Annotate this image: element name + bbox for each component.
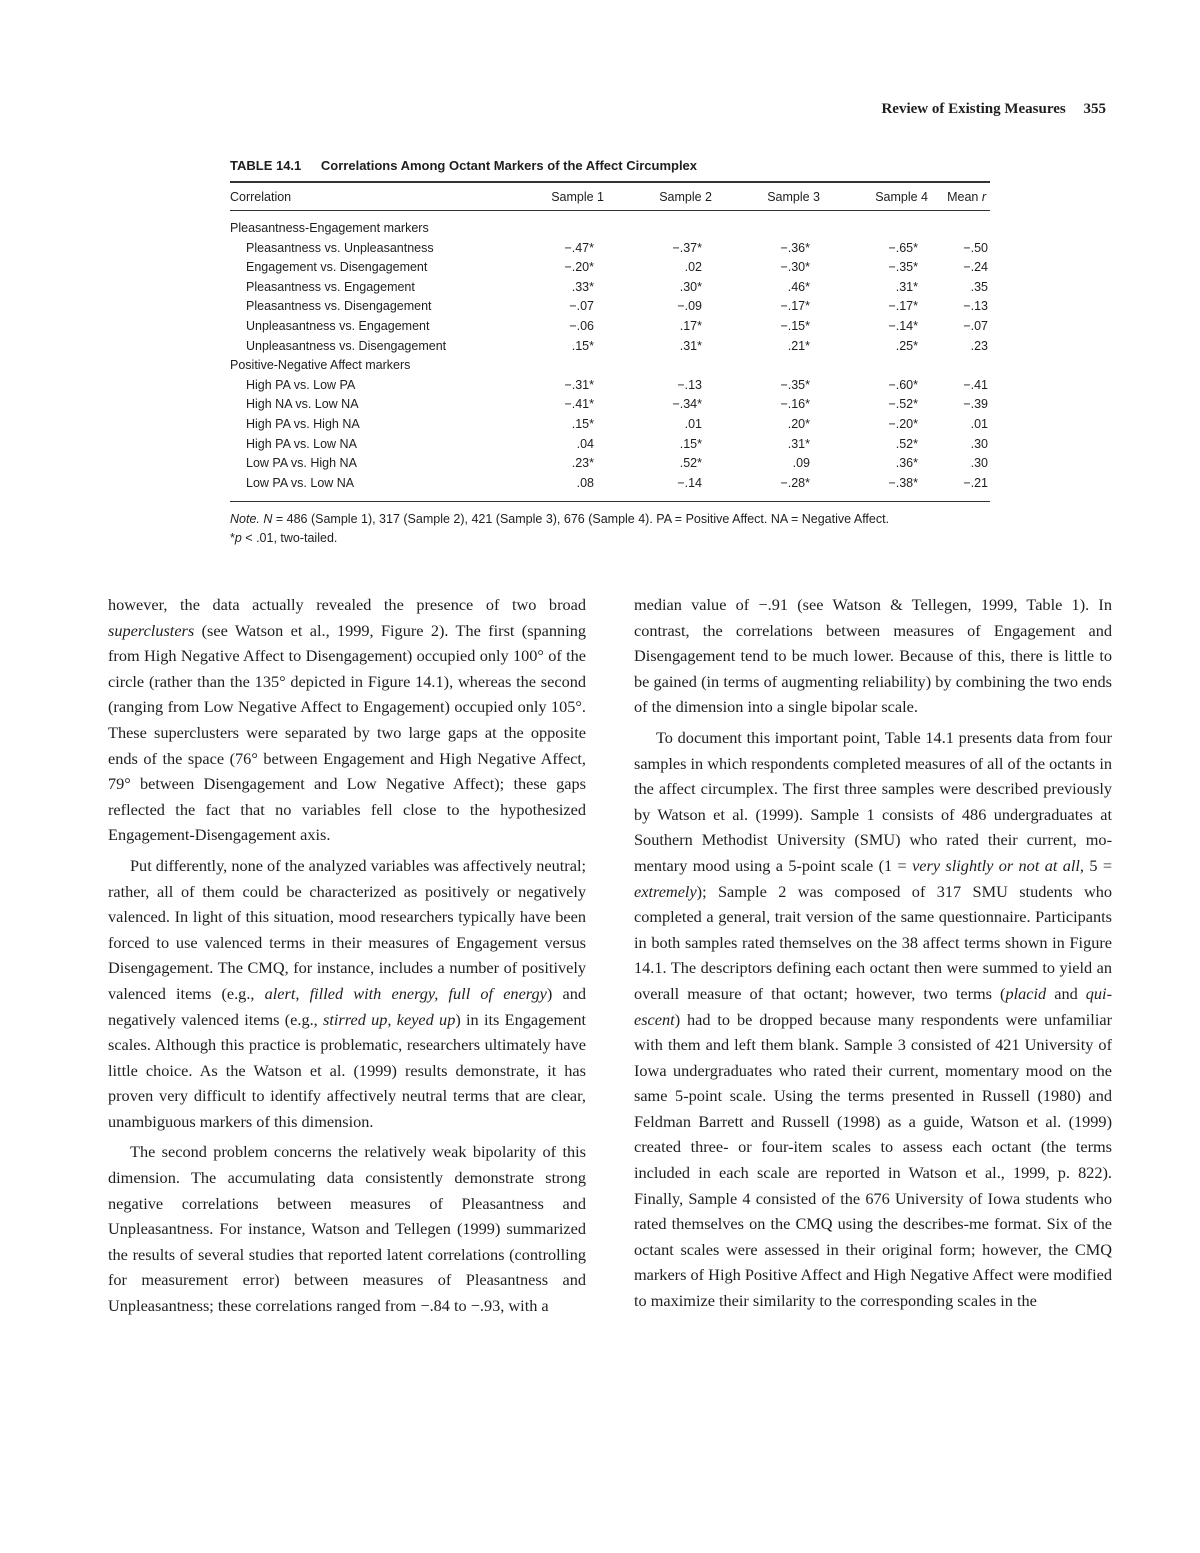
table-cell: .17*: [679, 318, 702, 333]
row-label: Pleasantness vs. Disengagement: [246, 299, 432, 314]
note-n: N: [263, 512, 273, 527]
header-sample-3: Sample 3: [767, 190, 820, 204]
table-cell: −.47*: [564, 240, 594, 255]
group-label: Positive-Negative Affect markers: [230, 358, 411, 373]
header-mean-symbol: r: [981, 190, 986, 204]
table-cell: −.20*: [888, 416, 918, 431]
row-label: Pleasantness vs. Engagement: [246, 279, 415, 294]
table-title: Correlations Among Octant Markers of the Affect Circumplex: [320, 158, 698, 173]
row-label: Pleasantness vs. Unpleasantness: [246, 240, 434, 255]
left-paragraph-1: [108, 592, 586, 848]
table-cell: −.52*: [888, 397, 918, 412]
table-cell: −.07: [569, 299, 594, 314]
text-run: however, the data actually revealed the presence of two broad: [108, 595, 586, 614]
text-run: ) in its Engagement scales. Although this practice is problematic, researchers ultimately have little choice. As the Watson et al. (1999) results demonstrate, it has proven very difficult to identify affectively neutral terms that are clear, unambiguous markers of this dimension.: [108, 1009, 586, 1131]
table-cell: −.37*: [672, 240, 702, 255]
table-cell: .15*: [571, 338, 594, 353]
text-run: ) and negatively valenced items (e.g.,: [108, 983, 587, 1029]
table-row: [230, 435, 990, 455]
table-cell: −.14*: [888, 318, 918, 333]
table-cell: .08: [500, 474, 608, 502]
text-run: (see Watson et al., 1999, Figure 2). The first (spanning from High Negative Affect to Disengagement) occupied only 100° of the circle (rather than the 135° depicted in Figure 14.1), whereas the second (ranging from Low Negative Affect to Engagement) occupied only 105°. These superclusters were separated by two large gaps at the opposite ends of the space (76° between Engagement and High Negative Affect, 79° between Disengagement and Low Negative Affect); these gaps reflected the fact that no variables fell close to the hypothesized Engagement-Disengagement axis.: [108, 620, 586, 845]
header-sample-1: Sample 1: [551, 190, 604, 204]
table-cell: −.28*: [716, 474, 824, 502]
table-cell: .31*: [895, 279, 918, 294]
row-label: High PA vs. High NA: [246, 416, 360, 431]
table-cell: .30: [970, 436, 988, 451]
note-label: Note.: [230, 512, 260, 527]
table-cell: .35: [970, 279, 988, 294]
table-cell: .30: [970, 456, 988, 471]
header-sample-4: Sample 4: [875, 190, 928, 204]
table-cell: .31*: [787, 436, 810, 451]
table-cell: .33*: [571, 279, 594, 294]
left-paragraph-3: The second problem concerns the relatively weak bipolarity of this dimension. The accumulating data consistently demonstrate strong negative correlations between measures of Pleasantness and Unpleasantness. For instance, Watson and Tellegen (1999) summarized the results of several studies that reported latent correlations (controlling for measurement error) between measures of Pleasantness and Unpleasantness; these correlations ranged from −.84 to −.93, with a: [108, 1142, 586, 1316]
table-cell: −.30*: [780, 260, 810, 275]
table-cell: .23: [970, 338, 988, 353]
table-cell: −.21: [932, 474, 990, 502]
table-cell: −.09: [677, 299, 702, 314]
text-run: ); Sample 2 was composed of 317 SMU students who completed a general, trait version of the same questionnaire. Participants in both samples rated themselves on the 38 affect terms shown in Figure 14.1. The descriptors defining each octant then were summed to yield an overall measure of that octant; however, two terms (: [634, 881, 1112, 1003]
italic-run: superclusters: [108, 620, 195, 640]
text-run: Put differently, none of the analyzed variables was affectively neutral; rather, all of them could be characterized as positively or negatively valenced. In light of this situation, mood researchers typically have been forced to use valenced terms in their measures of Engagement versus Disengagement. The CMQ, for instance, includes a number of positively valenced items (e.g.,: [108, 855, 586, 1003]
row-label: Unpleasantness vs. Disengagement: [246, 338, 447, 353]
table-cell: .01: [684, 416, 702, 431]
table-cell: −.60*: [888, 377, 918, 392]
text-run: To document this important point, Table 14.1 presents data from four samples in which respondents completed measures of all of the octants in the affect circumplex. The first three samples were described previously by Watson et al. (1999). Sample 1 consists of 486 undergraduates at Southern Methodist University (SMU) who rated their current, momentary mood using a 5-point scale (1 =: [634, 727, 1112, 875]
row-label: High PA vs. Low NA: [246, 436, 357, 451]
table-cell: −.17*: [888, 299, 918, 314]
table-cell: −.24: [963, 260, 988, 275]
table-cell: −.14: [608, 474, 716, 502]
table-cell: .20*: [787, 416, 810, 431]
table-caption: [230, 158, 990, 173]
running-head: [881, 101, 1106, 118]
table-row: [230, 258, 990, 278]
note-text: = 486 (Sample 1), 317 (Sample 2), 421 (Sample 3), 676 (Sample 4). PA = Positive Affect. NA = Negative Affect.: [272, 512, 890, 527]
header-mean-label: Mean: [947, 190, 982, 204]
table-row: [230, 474, 990, 502]
table-cell: .52*: [895, 436, 918, 451]
table-cell: −.38*: [824, 474, 932, 502]
table-cell: −.50: [963, 240, 988, 255]
table-cell: −.13: [677, 377, 702, 392]
table-cell: .25*: [895, 338, 918, 353]
table-cell: −.20*: [564, 260, 594, 275]
table-cell: .36*: [895, 456, 918, 471]
table-row: [230, 297, 990, 317]
table-number: TABLE 14.1: [230, 158, 302, 173]
italic-run: quiescent: [634, 983, 1112, 1029]
row-label: Engagement vs. Disengagement: [246, 260, 428, 275]
table-row: [230, 454, 990, 474]
table-cell: .21*: [787, 338, 810, 353]
table-body: [230, 211, 990, 502]
italic-run: very slightly or not at all: [912, 855, 1080, 875]
correlation-table: [230, 181, 990, 502]
text-run: and: [1046, 983, 1086, 1003]
note-p-text: < .01, two-tailed.: [241, 531, 338, 546]
table-row: [230, 337, 990, 357]
table-cell: .46*: [787, 279, 810, 294]
table-cell: −.36*: [780, 240, 810, 255]
right-paragraph-1: median value of −.91 (see Watson & Tellegen, 1999, Table 1). In contrast, the correlations between measures of Engagement and Disengagement tend to be much lower. Because of this, there is little to be gained (in terms of augmenting reliability) by combining the two ends of the dimension into a single bipolar scale.: [634, 595, 1112, 717]
italic-run: placid: [1005, 983, 1047, 1003]
table-cell: .52*: [679, 456, 702, 471]
table-14-1: [230, 158, 990, 548]
left-paragraph-2: [108, 853, 586, 1135]
table-group-row: [230, 356, 990, 376]
table-cell: −.31*: [564, 377, 594, 392]
header-mean-r: [932, 182, 990, 211]
table-cell: .09: [792, 456, 810, 471]
table-cell: .31*: [679, 338, 702, 353]
table-cell: .15*: [571, 416, 594, 431]
header-sample-2: Sample 2: [659, 190, 712, 204]
table-cell: .02: [684, 260, 702, 275]
italic-run: alert, filled with energy, full of energy: [264, 983, 547, 1003]
table-row: [230, 415, 990, 435]
header-correlation: Correlation: [230, 190, 292, 204]
row-label: High NA vs. Low NA: [246, 397, 359, 412]
table-cell: .23*: [571, 456, 594, 471]
row-label: Low PA vs. Low NA: [230, 474, 500, 502]
table-cell: −.16*: [780, 397, 810, 412]
text-run: ) had to be dropped because many respondents were unfamiliar with them and left them blank. Sample 3 consisted of 421 University of Iowa undergraduates who rated their current, momentary mood on the same 5-point scale. Using the terms presented in Russell (1980) and Feldman Barrett and Russell (1998) as a guide, Watson et al. (1999) created three- or four-item scales to assess each octant (the terms included in each scale are reported in Watson et al., 1999, p. 822). Finally, Sample 4 consisted of the 676 University of Iowa students who rated themselves on the CMQ using the describes-me format. Six of the octant scales were assessed in their original form; however, the CMQ markers of High Positive Affect and High Negative Affect were modified to maximize their similarity to the corresponding scales in the: [634, 1009, 1112, 1311]
text-run: , 5 =: [1079, 855, 1112, 875]
table-cell: −.07: [963, 318, 988, 333]
table-cell: −.34*: [672, 397, 702, 412]
italic-run: extremely: [634, 881, 697, 901]
right-column: [634, 592, 1112, 1314]
table-cell: −.35*: [888, 260, 918, 275]
italic-run: stirred up, keyed up: [323, 1009, 456, 1029]
table-note: [230, 510, 990, 548]
row-label: Unpleasantness vs. Engagement: [246, 318, 430, 333]
running-head-title: Review of Existing Measures: [881, 101, 1066, 117]
table-cell: −.06: [569, 318, 594, 333]
table-row: [230, 395, 990, 415]
group-label: Pleasantness-Engagement markers: [230, 221, 429, 235]
table-group-row: [230, 211, 990, 239]
left-column: [108, 592, 586, 1319]
right-paragraph-2: [634, 725, 1112, 1314]
row-label: High PA vs. Low PA: [246, 377, 356, 392]
table-row: [230, 278, 990, 298]
table-cell: .15*: [679, 436, 702, 451]
table-cell: −.41: [963, 377, 988, 392]
table-cell: .04: [576, 436, 594, 451]
page-number: 355: [1083, 101, 1106, 117]
table-cell: −.65*: [888, 240, 918, 255]
table-row: [230, 239, 990, 259]
table-header-row: [230, 182, 990, 211]
table-cell: −.41*: [564, 397, 594, 412]
table-cell: −.17*: [780, 299, 810, 314]
row-label: Low PA vs. High NA: [246, 456, 357, 471]
table-cell: −.15*: [780, 318, 810, 333]
table-cell: −.39: [963, 397, 988, 412]
table-cell: .30*: [679, 279, 702, 294]
note-p: p: [234, 531, 242, 546]
table-row: [230, 376, 990, 396]
table-cell: −.35*: [780, 377, 810, 392]
note-p-star: *: [230, 531, 235, 546]
table-cell: .01: [970, 416, 988, 431]
table-cell: −.13: [963, 299, 988, 314]
table-row: [230, 317, 990, 337]
